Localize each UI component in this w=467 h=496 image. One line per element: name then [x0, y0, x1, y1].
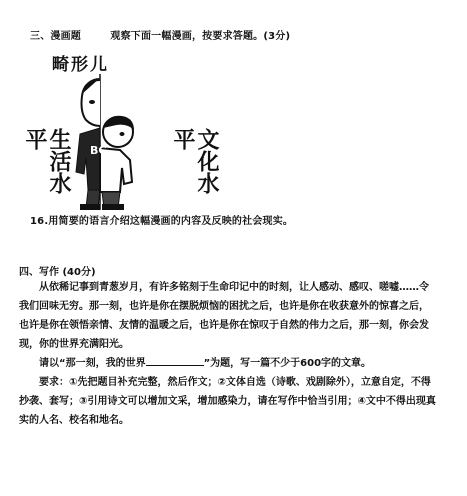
shirt-letters: BC: [90, 144, 107, 157]
writing-task: [19, 354, 437, 373]
question-16: 16.用简要的语言介绍这幅漫画的内容及反映的社会现实。: [30, 216, 294, 227]
writing-requirements: 要求：①先把题目补充完整，然后作文；②文体自选（诗歌、戏剧除外），立意自定，不得抄袭、套写；③引用诗文可以增加文采，增加感染力，请在写作中恰当引用；④文中不得出现真实的人名、校名和地名。: [19, 377, 436, 426]
title-blank: [146, 356, 204, 366]
section3-heading: [30, 27, 290, 42]
cartoon-illustration: [20, 50, 219, 212]
section4-heading: 四、写作 (40分): [19, 267, 96, 278]
writing-task-after: ”为题，写一篇不少于600字的文章。: [203, 358, 372, 369]
section4-body: [19, 278, 437, 430]
writing-task-before: 请以“那一刻，我的世界: [39, 358, 146, 369]
cartoon-figure: [50, 72, 166, 212]
writing-prompt: 从依稀记事到青葱岁月，有许多铭刻于生命印记中的时刻，让人感动、感叹、嗟嘘……令我们回味无穷。那一刻，也许是你在摆脱烦恼的困扰之后，也许是你在收获意外的惊喜之后，也许是你在领悟亲情、友情的温暖之后，也许是你在惊叹于自然的伟力之后，那一刻，你会发现，你的世界充满阳光。: [19, 282, 429, 350]
right-label-vertical: 文化水平: [170, 128, 219, 194]
cartoon-caption: 畸形儿: [52, 55, 109, 75]
section3-title: 三、漫画题: [30, 31, 81, 42]
section3-instruction: 观察下面一幅漫画，按要求答题。(3分): [110, 31, 291, 42]
left-label-vertical: 生活水平: [22, 128, 71, 194]
